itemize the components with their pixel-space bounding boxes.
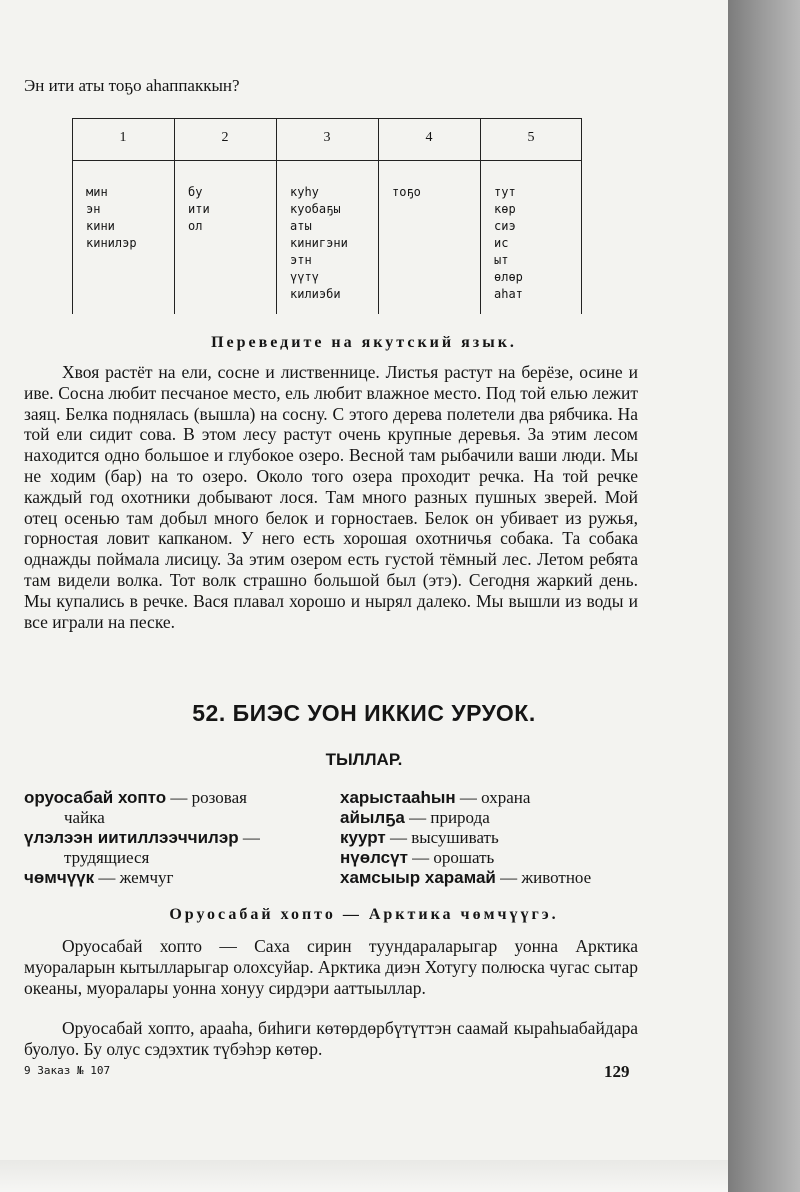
column-words: тоҕо xyxy=(392,185,421,199)
vocab-entry: харыстааһын — охрана xyxy=(340,788,531,807)
page-number: 129 xyxy=(604,1062,630,1081)
lesson-title: 52. БИЭС УОН ИККИС УРУОК. xyxy=(192,700,536,726)
vocab-entry: чөмчүүк — жемчуг xyxy=(24,868,174,887)
column-number: 2 xyxy=(221,130,229,145)
vocab-entry-continuation: трудящиеся xyxy=(64,848,150,867)
translate-text: Хвоя растёт на ели, сосне и лиственнице. Листья растут на берёзе, осине и иве. Сосна любит песчаное место, ель любит влажное место. Под той елью лежит заяц. Белка поднялась (вышла) на сосну. С этого дерева полетели два рябчика. На той ели сидит сова. В этом лесу растут очень крупные деревья. За этим лесом находится одно большое и глубокое озеро. Весной там рыбачили ваши люди. Мы не ходим (бар) на то озеро. Около того озера проходит речка. На той речке каждый год охотники добывают лося. Там много разных пушных зверей. Мой отец осенью там добыл много белок и горностаев. Белок он убивает из ружья, горностая ловит капканом. У него есть хорошая охотничья собака. Та собака однажды поймала лисицу. За этим озером есть густой тёмный лес. Летом ребята там видели волка. Тот волк страшно большой был (этэ). Сегодня жаркий день. Мы купались в речке. Вася плавал хорошо и нырял далеко. Мы вышли из воды и все играли на песке. xyxy=(24,362,638,632)
vocab-entry: айылҕа — природа xyxy=(340,808,490,827)
table-column-4 xyxy=(378,118,480,314)
table-column-2 xyxy=(174,118,276,314)
vocabulary-table xyxy=(72,118,582,314)
reading-title: Оруосабай хопто — Арктика чөмчүүгэ. xyxy=(169,906,559,923)
column-number: 3 xyxy=(323,130,331,145)
vocab-entry: куурт — высушивать xyxy=(340,828,499,847)
printer-note: 9 Заказ № 107 xyxy=(24,1064,111,1077)
table-column-1 xyxy=(72,118,174,314)
exercise-question: Эн ити аты тоҕо аһаппаккын? xyxy=(24,76,240,95)
column-number: 5 xyxy=(527,130,535,145)
vocab-entry: оруосабай хопто — розовая xyxy=(24,788,247,807)
column-number: 1 xyxy=(119,130,127,145)
vocab-entry: нүөлсүт — орошать xyxy=(340,848,495,867)
scan-bottom-margin xyxy=(0,1160,728,1192)
column-words: куһу куобаҕы аты кинигэни этн үүтү килиэби xyxy=(290,185,348,301)
vocab-entry: хамсыыр харамай — животное xyxy=(340,868,592,887)
table-column-5 xyxy=(480,118,582,314)
vocab-entry-continuation: чайка xyxy=(64,808,105,827)
reading-paragraph-2: Оруосабай хопто, арааһа, биһиги көтөрдөрбүтүттэн саамай кыраһыабайдара буолуо. Бу олус сэдэхтик түбэһэр көтөр. xyxy=(24,1018,638,1059)
scan-edge-shadow xyxy=(728,0,800,1192)
table-column-3 xyxy=(276,118,378,314)
vocab-list-right xyxy=(340,788,591,888)
reading-paragraph-1: Оруосабай хопто — Саха сирин туундараларыгар уонна Арктика муораларын кытылларыгар олохсуйар. Арктика диэн Хотугу полюска чугас сытар океаны, муоралары уонна хонуу сирдэри ааттыыллар. xyxy=(24,936,638,998)
column-words: тут көр сиэ ис ыт өлөр аһат xyxy=(494,185,523,301)
column-words: мин эн кини кинилэр xyxy=(86,185,137,250)
vocab-list-left xyxy=(24,788,260,888)
vocab-entry: үлэлээн иитиллээччилэр — xyxy=(24,828,260,847)
column-number: 4 xyxy=(425,130,433,145)
column-words: бу ити ол xyxy=(188,185,210,233)
vocab-title: ТЫЛЛАР. xyxy=(325,750,403,769)
translate-heading: Переведите на якутский язык. xyxy=(211,334,517,351)
